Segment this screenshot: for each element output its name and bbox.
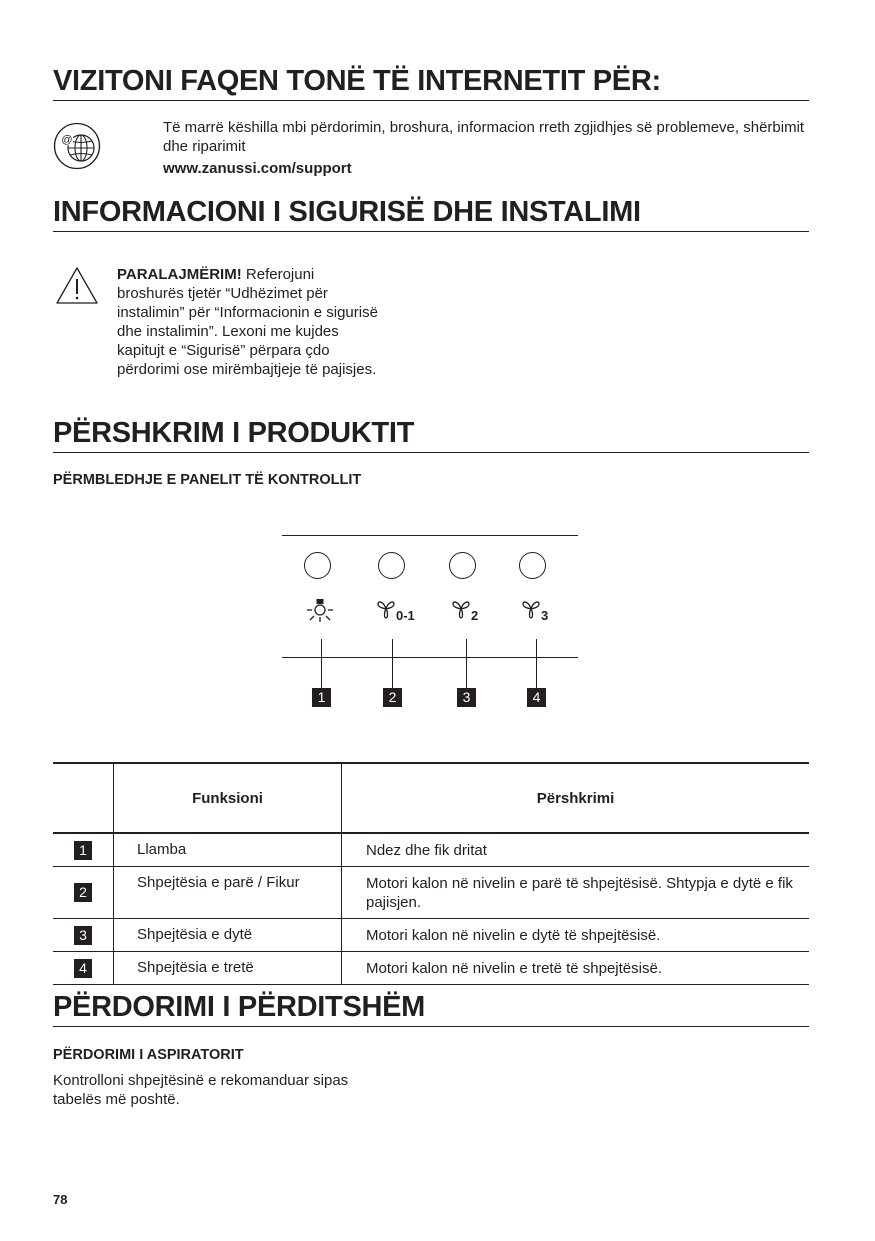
row-number-badge: 1 — [74, 841, 92, 860]
leader-line — [466, 639, 467, 688]
function-cell: Llamba — [114, 833, 342, 867]
leader-line — [392, 639, 393, 688]
table-header-row — [53, 763, 809, 833]
fan-speed-2-label: 2 — [471, 608, 479, 623]
callout-number: 3 — [457, 688, 476, 707]
panel-bottom-edge — [282, 657, 578, 658]
header-number — [53, 763, 114, 833]
header-description: Përshkrimi — [342, 763, 810, 833]
description-cell: Motori kalon në nivelin e tretë të shpejtësisë. — [342, 952, 810, 985]
website-description: Të marrë këshilla mbi përdorimin, broshura, informacion rreth zgjidhjes së problemeve, shërbimit dhe riparimit — [163, 119, 805, 155]
callout-number: 4 — [527, 688, 546, 707]
description-cell: Ndez dhe fik dritat — [342, 833, 810, 867]
callout-number: 1 — [312, 688, 331, 707]
leader-line — [321, 639, 322, 688]
fan-speed-3-symbol — [521, 598, 548, 624]
daily-use-heading: PËRDORIMI I PËRDITSHËM — [53, 990, 809, 1027]
globe-at-icon — [53, 122, 101, 170]
lamp-button[interactable] — [304, 552, 331, 579]
fan-icon — [521, 598, 541, 620]
table-row — [53, 833, 809, 867]
fan-speed-1-label: 0-1 — [396, 608, 415, 623]
warning-text: Referojuni broshurës tjetër “Udhëzimet për instalimin” për “Informacionin e sigurisë dhe instalimin”. Lexoni me kujdes kapitujt e “Sigurisë” përpara çdo përdorimi ose mirëmbajtjeje të pajisjes. — [117, 266, 378, 378]
control-panel-subheading: PËRMBLEDHJE E PANELIT TË KONTROLLIT — [53, 472, 362, 488]
header-function: Funksioni — [114, 763, 342, 833]
speed-1-button[interactable] — [378, 552, 405, 579]
table-row — [53, 952, 809, 985]
function-cell: Shpejtësia e parë / Fikur — [114, 867, 342, 919]
leader-line — [536, 639, 537, 688]
row-number-cell — [53, 919, 114, 952]
function-cell: Shpejtësia e tretë — [114, 952, 342, 985]
description-cell: Motori kalon në nivelin e dytë të shpejtësisë. — [342, 919, 810, 952]
support-link[interactable]: www.zanussi.com/support — [163, 160, 352, 177]
safety-warning — [117, 265, 381, 379]
safety-heading: INFORMACIONI I SIGURISË DHE INSTALIMI — [53, 195, 809, 232]
fan-icon — [451, 598, 471, 620]
hood-use-text: Kontrolloni shpejtësinë e rekomanduar sipas tabelës më poshtë. — [53, 1072, 349, 1108]
callout-number: 2 — [383, 688, 402, 707]
row-number-cell — [53, 952, 114, 985]
website-heading: VIZITONI FAQEN TONË TË INTERNETIT PËR: — [53, 64, 809, 101]
row-number-cell — [53, 833, 114, 867]
product-heading: PËRSHKRIM I PRODUKTIT — [53, 416, 809, 453]
row-number-cell — [53, 867, 114, 919]
svg-text:@: @ — [61, 134, 73, 146]
speed-3-button[interactable] — [519, 552, 546, 579]
row-number-badge: 3 — [74, 926, 92, 945]
fan-speed-1-symbol — [376, 598, 415, 624]
control-function-table — [53, 762, 809, 985]
lamp-icon — [306, 597, 334, 623]
row-number-badge: 2 — [74, 883, 92, 902]
table-row — [53, 919, 809, 952]
warning-label: PARALAJMËRIM! — [117, 266, 242, 283]
fan-speed-3-label: 3 — [541, 608, 549, 623]
speed-2-button[interactable] — [449, 552, 476, 579]
fan-icon — [376, 598, 396, 620]
description-cell: Motori kalon në nivelin e parë të shpejtësisë. Shtypja e dytë e fik pajisjen. — [342, 867, 810, 919]
panel-top-edge — [282, 535, 578, 536]
fan-speed-2-symbol — [451, 598, 478, 624]
page-number: 78 — [53, 1192, 68, 1207]
function-cell: Shpejtësia e dytë — [114, 919, 342, 952]
hood-use-subheading: PËRDORIMI I ASPIRATORIT — [53, 1047, 244, 1063]
table-row — [53, 867, 809, 919]
warning-triangle-icon — [55, 266, 99, 306]
row-number-badge: 4 — [74, 959, 92, 978]
